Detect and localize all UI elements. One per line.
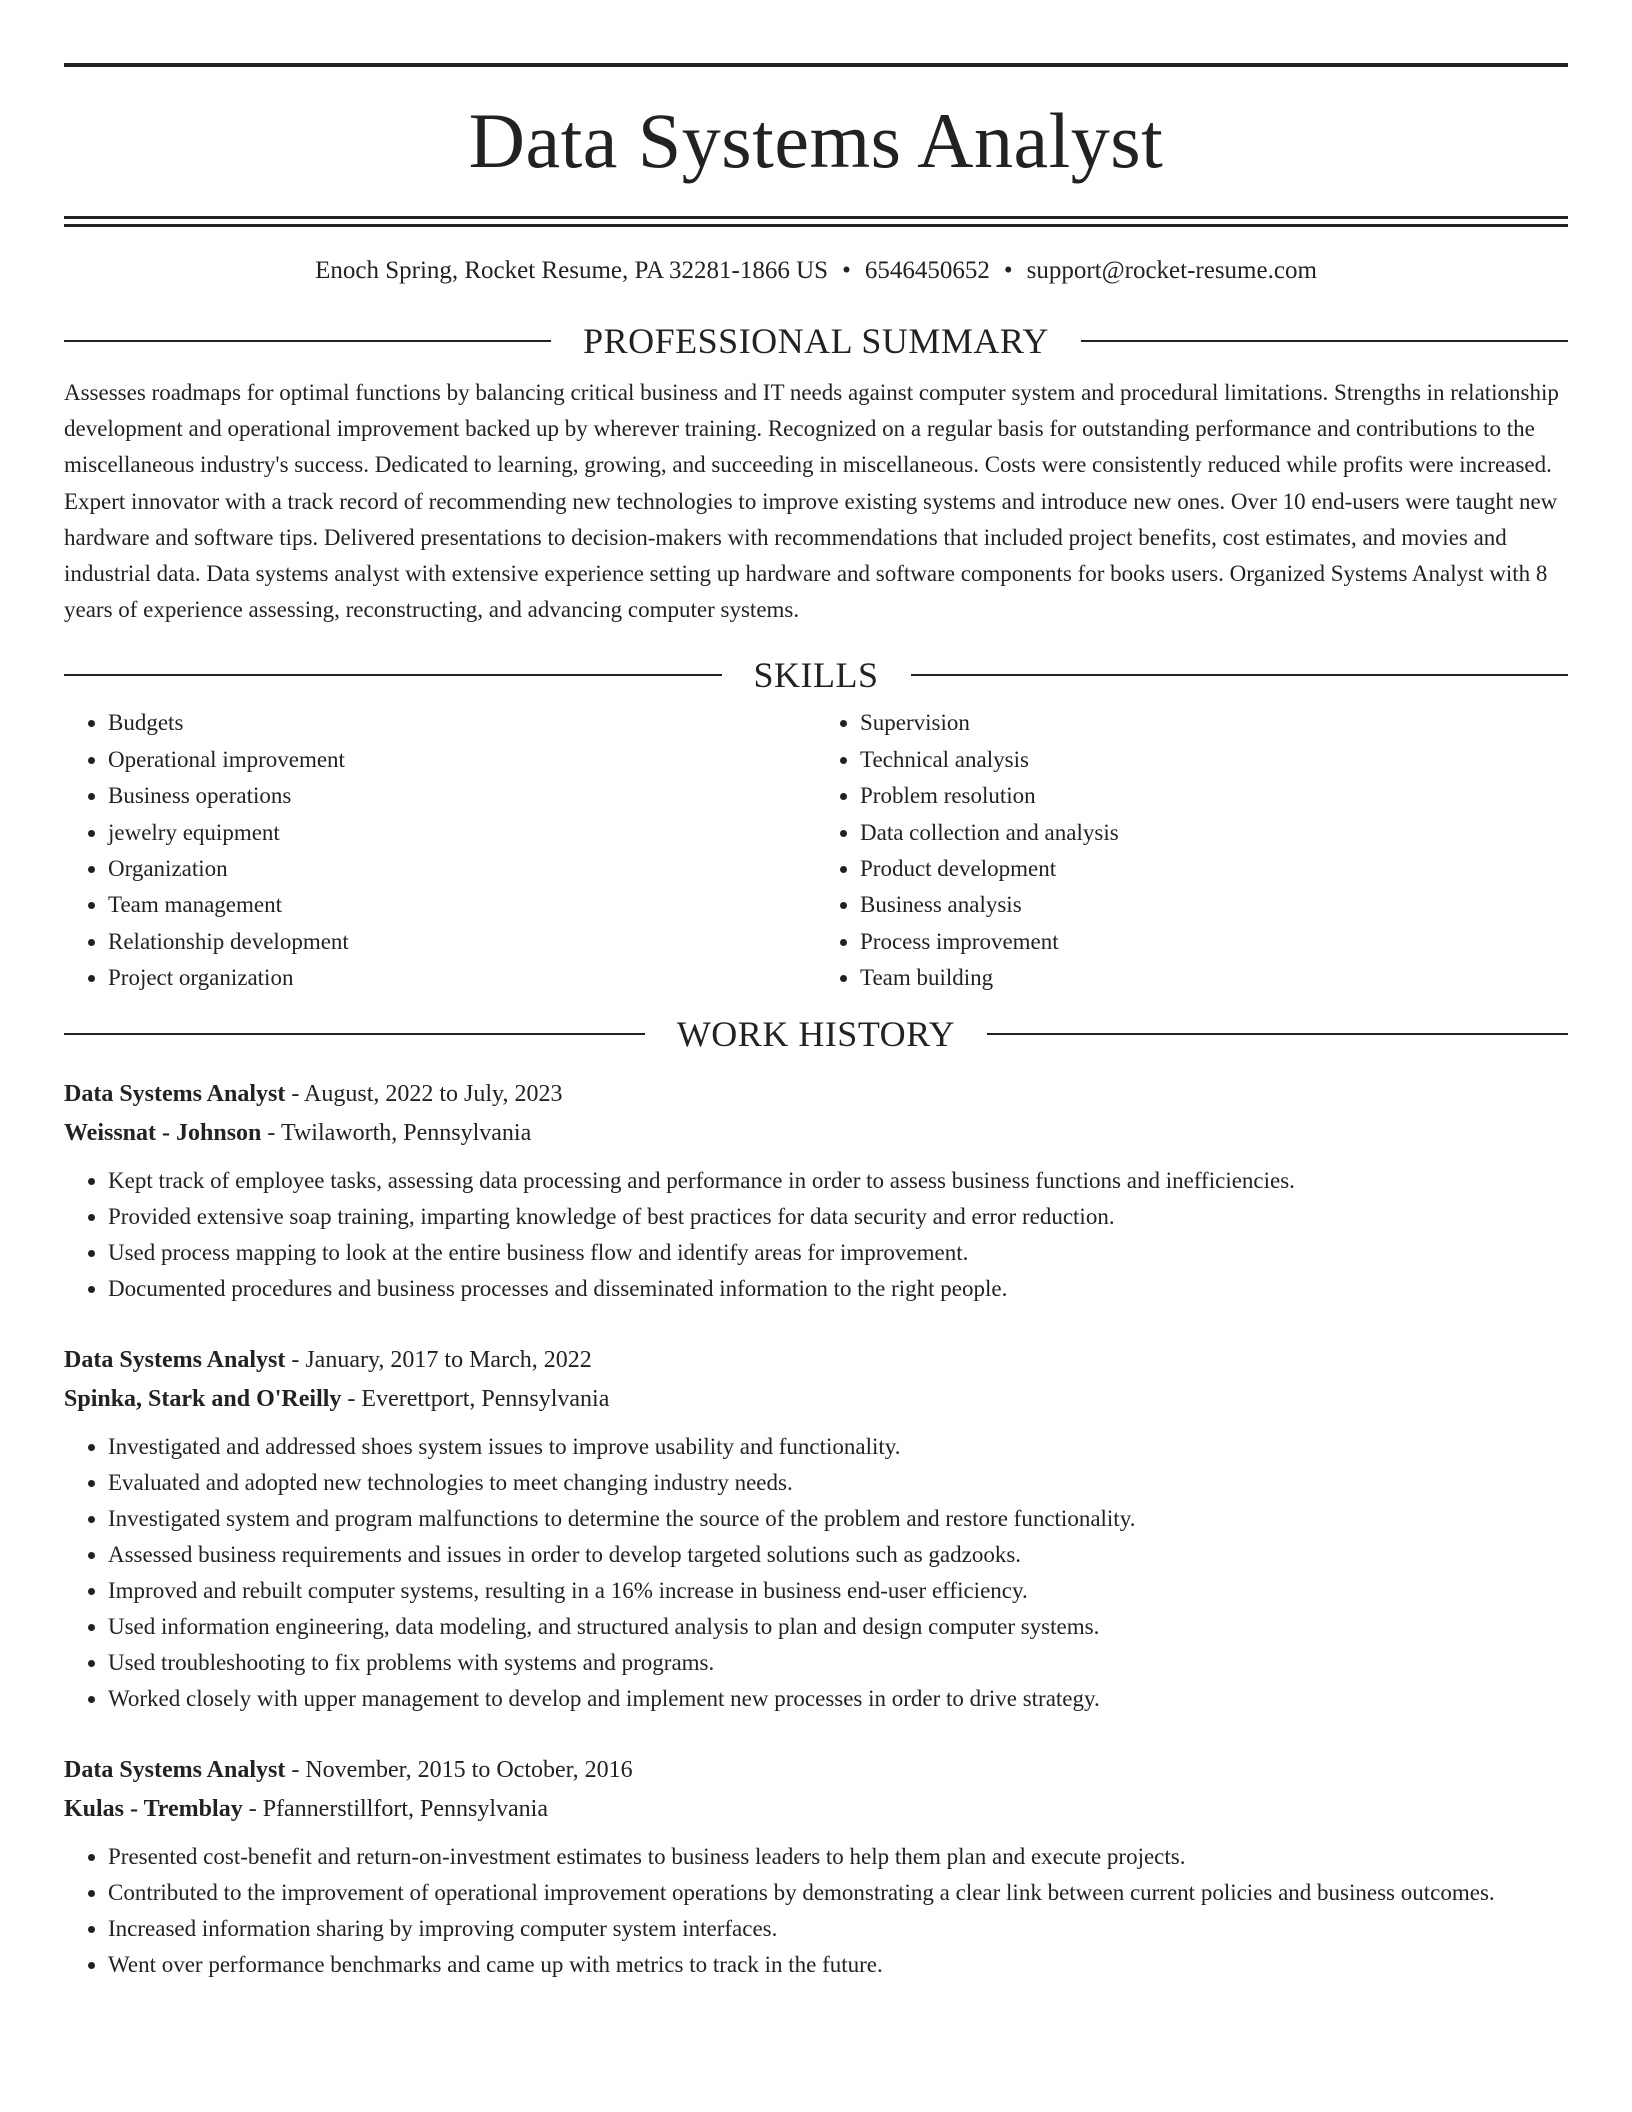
- job-dates: January, 2017 to March, 2022: [305, 1346, 592, 1373]
- job-location: Twilaworth, Pennsylvania: [280, 1119, 532, 1146]
- job-title-line: Data Systems Analyst - August, 2022 to July, 2023: [64, 1080, 563, 1107]
- summary-text: Assesses roadmaps for optimal functions by balancing critical business and IT needs against computer system and procedural limitations. Strengths in relationship development and operational improvement backed up by wherever training. Recognized on a regular basis for outstanding performance and contributions to the miscellaneous industry's success. Dedicated to learning, growing, and succeeding in miscellaneous. Costs were consistently reduced while profits were increased. Expert innovator with a track record of recommending new technologies to improve existing systems and introduce new ones. Over 10 end-users were taught new hardware and software tips. Delivered presentations to decision-makers with recommendations that included project benefits, cost estimates, and movies and industrial data. Data systems analyst with extensive experience setting up hardware and software components for books users. Organized Systems Analyst with 8 years of experience assessing, reconstructing, and advancing computer systems.: [64, 380, 1559, 623]
- job-location: Pfannerstillfort, Pennsylvania: [262, 1795, 548, 1822]
- job-location: Everettport, Pennsylvania: [361, 1385, 610, 1412]
- job-bullet: • Investigated and addressed shoes system issues to improve usability and functionality.: [108, 1429, 1568, 1465]
- work-heading: [64, 1014, 1568, 1054]
- skills-columns: [64, 705, 1568, 996]
- job-title-line: Data Systems Analyst - November, 2015 to October, 2016: [64, 1756, 633, 1783]
- job-company: Spinka, Stark and O'Reilly: [64, 1385, 342, 1412]
- top-rule: [64, 63, 1568, 67]
- skill-item: • Budgets: [108, 705, 816, 741]
- heading-rule: [64, 340, 551, 342]
- section-title: WORK HISTORY: [676, 1013, 956, 1054]
- job-bullet: • Improved and rebuilt computer systems, resulting in a 16% increase in business end-user efficiency.: [108, 1573, 1568, 1609]
- skill-item: • Operational improvement: [108, 742, 816, 778]
- skill-item: • Business analysis: [860, 887, 1568, 923]
- job-entry: [64, 1751, 1568, 1983]
- heading-rule: [1081, 340, 1568, 342]
- heading-rule: [64, 1033, 645, 1035]
- skills-right-list: [816, 705, 1568, 996]
- contact-address: Enoch Spring, Rocket Resume, PA 32281-1866 US: [315, 257, 829, 284]
- job-bullet: • Increased information sharing by improving computer system interfaces.: [108, 1911, 1568, 1947]
- job-company-line: Kulas - Tremblay - Pfannerstillfort, Pennsylvania: [64, 1795, 548, 1822]
- job-title: Data Systems Analyst: [64, 1080, 286, 1107]
- skill-item: • Data collection and analysis: [860, 815, 1568, 851]
- job-bullet: • Provided extensive soap training, imparting knowledge of best practices for data security and error reduction.: [108, 1199, 1568, 1235]
- job-bullet: • Contributed to the improvement of operational improvement operations by demonstrating a clear link between current policies and business outcomes.: [108, 1875, 1568, 1911]
- skill-item: • Technical analysis: [860, 742, 1568, 778]
- contact-separator: •: [1003, 257, 1013, 284]
- job-title-line: Data Systems Analyst - January, 2017 to March, 2022: [64, 1346, 592, 1373]
- job-bullet: • Went over performance benchmarks and came up with metrics to track in the future.: [108, 1947, 1568, 1983]
- skill-item: • Supervision: [860, 705, 1568, 741]
- job-bullet: • Used information engineering, data modeling, and structured analysis to plan and design computer systems.: [108, 1609, 1568, 1645]
- job-company: Weissnat - Johnson: [64, 1119, 262, 1146]
- skill-item: • Process improvement: [860, 924, 1568, 960]
- job-company-line: Spinka, Stark and O'Reilly - Everettport, Pennsylvania: [64, 1385, 610, 1412]
- skill-item: • Team building: [860, 960, 1568, 996]
- skill-item: • Problem resolution: [860, 778, 1568, 814]
- job-bullet: • Used process mapping to look at the entire business flow and identify areas for improvement.: [108, 1235, 1568, 1271]
- job-entry: [64, 1341, 1568, 1717]
- job-dates: August, 2022 to July, 2023: [304, 1080, 563, 1107]
- job-bullet: • Evaluated and adopted new technologies to meet changing industry needs.: [108, 1465, 1568, 1501]
- job-bullet: • Documented procedures and business processes and disseminated information to the right people.: [108, 1271, 1568, 1307]
- job-title: Data Systems Analyst: [64, 1346, 286, 1373]
- job-bullet: • Worked closely with upper management to develop and implement new processes in order to drive strategy.: [108, 1681, 1568, 1717]
- job-bullet: • Used troubleshooting to fix problems with systems and programs.: [108, 1645, 1568, 1681]
- summary-heading: [64, 321, 1568, 361]
- job-bullet: • Presented cost-benefit and return-on-investment estimates to business leaders to help them plan and execute projects.: [108, 1839, 1568, 1875]
- skill-item: • Relationship development: [108, 924, 816, 960]
- skill-item: • Team management: [108, 887, 816, 923]
- skills-left-list: [64, 705, 816, 996]
- resume-title: Data Systems Analyst: [468, 97, 1164, 184]
- skill-item: • jewelry equipment: [108, 815, 816, 851]
- job-bullet: • Assessed business requirements and issues in order to develop targeted solutions such as gadzooks.: [108, 1537, 1568, 1573]
- title-double-rule: [64, 216, 1568, 227]
- skill-item: • Organization: [108, 851, 816, 887]
- job-company-line: Weissnat - Johnson - Twilaworth, Pennsylvania: [64, 1119, 532, 1146]
- job-bullets: [64, 1839, 1568, 1983]
- section-title: PROFESSIONAL SUMMARY: [583, 321, 1049, 361]
- job-bullet: • Kept track of employee tasks, assessing data processing and performance in order to assess business functions and inefficiencies.: [108, 1163, 1568, 1199]
- heading-rule: [64, 674, 722, 676]
- skill-item: • Business operations: [108, 778, 816, 814]
- job-bullets: [64, 1163, 1568, 1307]
- job-bullets: [64, 1429, 1568, 1717]
- resume-page: [64, 0, 1568, 1983]
- contact-email: support@rocket-resume.com: [1026, 257, 1317, 284]
- contact-line: [64, 256, 1568, 286]
- skills-heading: [64, 655, 1568, 695]
- job-title: Data Systems Analyst: [64, 1756, 286, 1783]
- heading-rule: [911, 674, 1569, 676]
- job-dates: November, 2015 to October, 2016: [305, 1756, 633, 1783]
- section-title: SKILLS: [753, 655, 879, 696]
- skill-item: • Project organization: [108, 960, 816, 996]
- skill-item: • Product development: [860, 851, 1568, 887]
- heading-rule: [987, 1033, 1568, 1035]
- job-company: Kulas - Tremblay: [64, 1795, 243, 1822]
- contact-separator: •: [842, 257, 851, 284]
- job-entry: [64, 1075, 1568, 1307]
- job-bullet: • Investigated system and program malfunctions to determine the source of the problem and restore functionality.: [108, 1501, 1568, 1537]
- contact-phone: 6546450652: [864, 257, 990, 284]
